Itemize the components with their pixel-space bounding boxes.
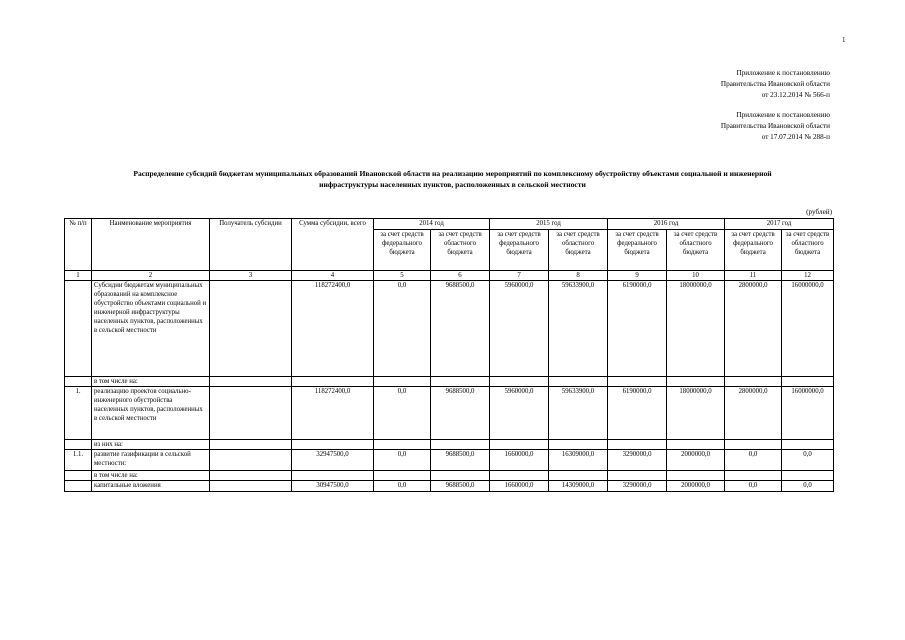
header-total: Сумма субсидии, всего xyxy=(292,219,374,271)
row-value: 3290000,0 xyxy=(608,481,667,492)
row-value: 2000000,0 xyxy=(667,450,725,471)
empty-cell xyxy=(549,377,608,387)
header-row-years xyxy=(65,219,834,230)
title-line-2: инфраструктуры населенных пунктов, расположенных в сельской местности xyxy=(319,180,586,189)
empty-cell xyxy=(608,471,667,481)
column-number: 10 xyxy=(667,271,725,281)
row-value: 6190000,0 xyxy=(608,281,667,377)
column-number: 8 xyxy=(549,271,608,281)
row-value: 9688500,0 xyxy=(431,481,490,492)
column-number: 2 xyxy=(92,271,210,281)
row-value: 1660000,0 xyxy=(490,450,549,471)
row-num: 1.1. xyxy=(65,450,92,471)
row-value: 3290000,0 xyxy=(608,450,667,471)
header-federal: за счет средств федерального бюджета xyxy=(374,230,431,271)
row-num: 1. xyxy=(65,387,92,440)
row-name: реализацию проектов социально-инженерного обустройства населенных пунктов, расположенных в сельской местности xyxy=(92,387,210,440)
row-value: 16000000,0 xyxy=(782,387,834,440)
appendix-note-1 xyxy=(721,68,830,101)
row-value: 0,0 xyxy=(374,387,431,440)
row-value: 9688500,0 xyxy=(431,281,490,377)
empty-cell xyxy=(374,471,431,481)
empty-cell xyxy=(490,471,549,481)
header-regional: за счет средств областного бюджета xyxy=(431,230,490,271)
document-title xyxy=(75,168,830,190)
empty-cell xyxy=(667,471,725,481)
row-value: 59633900,0 xyxy=(549,387,608,440)
appendix-1-line-1: Приложение к постановлению xyxy=(736,69,830,77)
empty-cell xyxy=(608,377,667,387)
empty-cell xyxy=(292,377,374,387)
title-line-1: Распределение субсидий бюджетам муниципальных образований Ивановской области на реализацию мероприятий по комплексному обустройству объектами социальной и инженерной xyxy=(133,169,772,178)
row-value: 9688500,0 xyxy=(431,450,490,471)
empty-cell xyxy=(210,440,292,450)
row-value: 0,0 xyxy=(725,481,782,492)
header-federal: за счет средств федерального бюджета xyxy=(608,230,667,271)
row-value: 18000000,0 xyxy=(667,281,725,377)
table-row-subheading xyxy=(65,471,834,481)
appendix-note-2 xyxy=(721,110,830,143)
row-subheading: из них на: xyxy=(92,440,210,450)
empty-cell xyxy=(490,440,549,450)
row-value: 2800000,0 xyxy=(725,281,782,377)
row-value: 16000000,0 xyxy=(782,281,834,377)
empty-cell xyxy=(292,440,374,450)
header-num: № п/п xyxy=(65,219,92,271)
empty-cell xyxy=(210,377,292,387)
row-value: 2000000,0 xyxy=(667,481,725,492)
empty-cell xyxy=(667,377,725,387)
empty-cell xyxy=(65,440,92,450)
page-number: 1 xyxy=(842,36,846,44)
column-number: 1 xyxy=(65,271,92,281)
header-year-2017: 2017 год xyxy=(725,219,834,230)
row-recipient xyxy=(210,387,292,440)
subsidy-table xyxy=(64,218,834,492)
column-numbers-row xyxy=(65,271,834,281)
row-value: 0,0 xyxy=(374,450,431,471)
empty-cell xyxy=(725,471,782,481)
appendix-1-line-3: от 23.12.2014 № 566-п xyxy=(761,91,830,99)
column-number: 5 xyxy=(374,271,431,281)
empty-cell xyxy=(374,377,431,387)
row-value: 5960000,0 xyxy=(490,387,549,440)
row-value: 5960000,0 xyxy=(490,281,549,377)
column-number: 9 xyxy=(608,271,667,281)
row-recipient xyxy=(210,450,292,471)
row-num xyxy=(65,281,92,377)
row-total: 32947500,0 xyxy=(292,450,374,471)
appendix-2-line-3: от 17.07.2014 № 288-п xyxy=(761,133,830,141)
empty-cell xyxy=(65,377,92,387)
empty-cell xyxy=(667,440,725,450)
header-regional: за счет средств областного бюджета xyxy=(667,230,725,271)
header-year-2015: 2015 год xyxy=(490,219,608,230)
row-value: 59633900,0 xyxy=(549,281,608,377)
empty-cell xyxy=(374,440,431,450)
table-row xyxy=(65,481,834,492)
table-row-subheading xyxy=(65,377,834,387)
header-year-2016: 2016 год xyxy=(608,219,725,230)
row-total: 30947500,0 xyxy=(292,481,374,492)
empty-cell xyxy=(431,440,490,450)
appendix-2-line-1: Приложение к постановлению xyxy=(736,111,830,119)
empty-cell xyxy=(725,377,782,387)
column-number: 4 xyxy=(292,271,374,281)
units-label: (рублей) xyxy=(806,208,832,216)
row-value: 18000000,0 xyxy=(667,387,725,440)
empty-cell xyxy=(490,377,549,387)
table-row-subheading xyxy=(65,440,834,450)
row-value: 0,0 xyxy=(374,281,431,377)
row-recipient xyxy=(210,481,292,492)
row-value: 6190000,0 xyxy=(608,387,667,440)
row-name: развитие газификации в сельской местности: xyxy=(92,450,210,471)
row-total: 118272400,0 xyxy=(292,387,374,440)
column-number: 7 xyxy=(490,271,549,281)
header-regional: за счет средств областного бюджета xyxy=(782,230,834,271)
row-value: 2800000,0 xyxy=(725,387,782,440)
column-number: 12 xyxy=(782,271,834,281)
empty-cell xyxy=(725,440,782,450)
table-row xyxy=(65,450,834,471)
header-recipient: Получатель субсидии xyxy=(210,219,292,271)
row-subheading: в том числе на: xyxy=(92,377,210,387)
header-regional: за счет средств областного бюджета xyxy=(549,230,608,271)
row-value: 14309000,0 xyxy=(549,481,608,492)
header-federal: за счет средств федерального бюджета xyxy=(490,230,549,271)
column-number: 11 xyxy=(725,271,782,281)
row-subheading: в том числе на: xyxy=(92,471,210,481)
row-num xyxy=(65,481,92,492)
appendix-2-line-2: Правительства Ивановской области xyxy=(720,122,830,130)
empty-cell xyxy=(210,471,292,481)
empty-cell xyxy=(292,471,374,481)
row-name: Субсидии бюджетам муниципальных образований на комплексное обустройство объектами социальной и инженерной инфраструктуры населенных пунктов, расположенных в сельской местности xyxy=(92,281,210,377)
row-value: 0,0 xyxy=(374,481,431,492)
row-value: 16309000,0 xyxy=(549,450,608,471)
appendix-1-line-2: Правительства Ивановской области xyxy=(720,80,830,88)
row-value: 0,0 xyxy=(782,450,834,471)
column-number: 3 xyxy=(210,271,292,281)
row-name: капитальные вложения xyxy=(92,481,210,492)
row-value: 9688500,0 xyxy=(431,387,490,440)
empty-cell xyxy=(782,471,834,481)
header-year-2014: 2014 год xyxy=(374,219,490,230)
row-total: 118272400,0 xyxy=(292,281,374,377)
empty-cell xyxy=(782,377,834,387)
table-row xyxy=(65,281,834,377)
empty-cell xyxy=(431,471,490,481)
empty-cell xyxy=(608,440,667,450)
header-name: Наименование мероприятия xyxy=(92,219,210,271)
row-value: 0,0 xyxy=(725,450,782,471)
empty-cell xyxy=(431,377,490,387)
row-recipient xyxy=(210,281,292,377)
column-number: 6 xyxy=(431,271,490,281)
row-value: 0,0 xyxy=(782,481,834,492)
empty-cell xyxy=(782,440,834,450)
header-federal: за счет средств федерального бюджета xyxy=(725,230,782,271)
row-value: 1660000,0 xyxy=(490,481,549,492)
table-row xyxy=(65,387,834,440)
empty-cell xyxy=(65,471,92,481)
empty-cell xyxy=(549,440,608,450)
empty-cell xyxy=(549,471,608,481)
